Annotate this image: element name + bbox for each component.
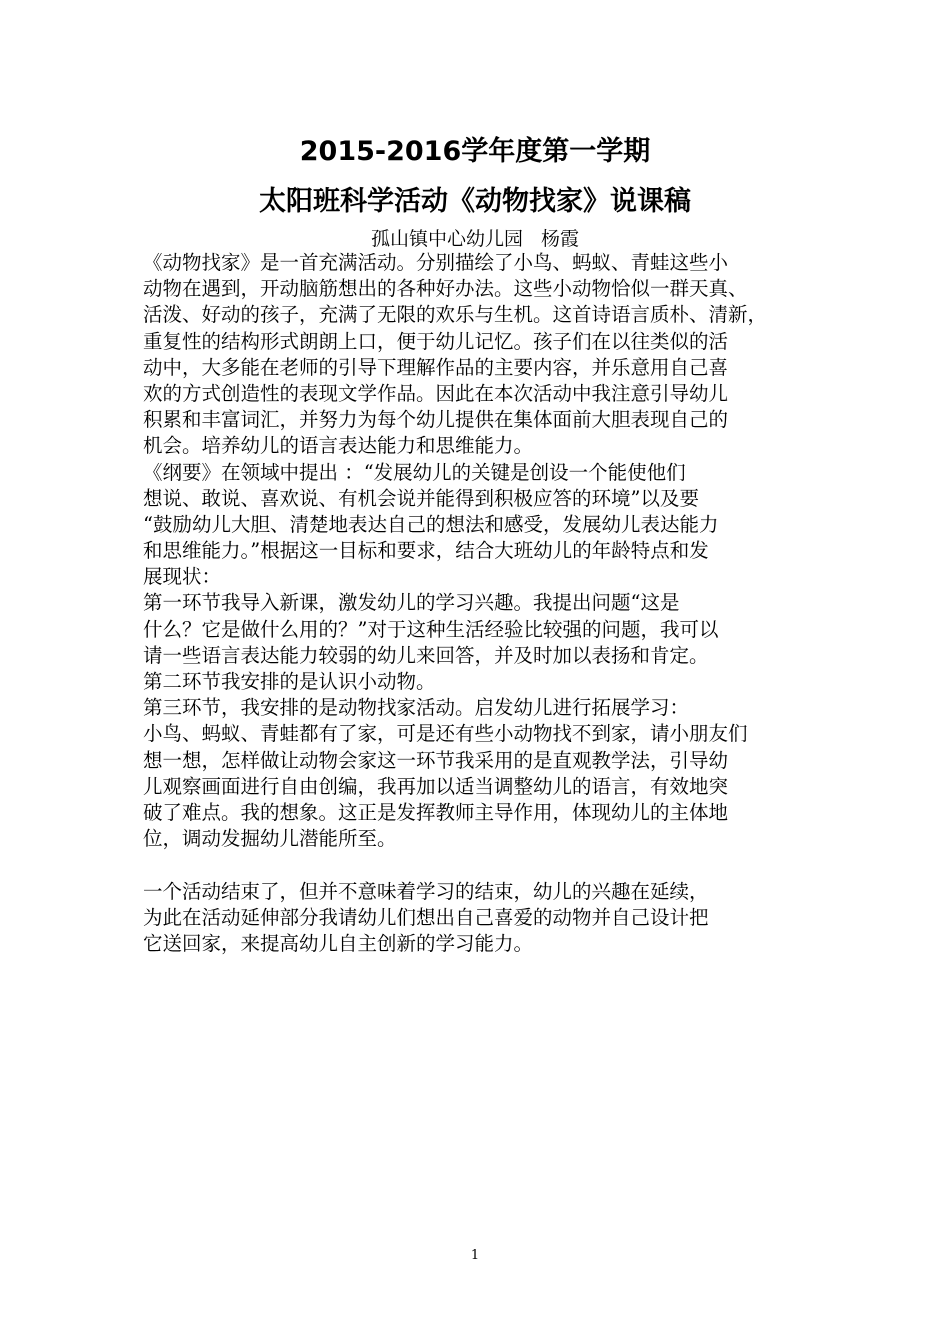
author-line: 孤山镇中心幼儿园 杨霞 bbox=[370, 228, 580, 250]
body-line: 请一些语言表达能力较弱的幼儿来回答，并及时加以表扬和肯定。 bbox=[143, 643, 709, 667]
body-line: 第三环节，我安排的是动物找家活动。启发幼儿进行拓展学习： bbox=[143, 696, 690, 720]
body-line: 动物在遇到，开动脑筋想出的各种好办法。这些小动物恰似一群天真、 bbox=[143, 277, 748, 301]
body-line: 想说、敢说、喜欢说、有机会说并能得到积极应答的环境”以及要 bbox=[143, 486, 699, 510]
body-line: 机会。培养幼儿的语言表达能力和思维能力。 bbox=[143, 434, 534, 458]
body-line: 动中，大多能在老师的引导下理解作品的主要内容，并乐意用自己喜 bbox=[143, 355, 729, 379]
body-line: 儿观察画面进行自由创编，我再加以适当调整幼儿的语言，有效地突 bbox=[143, 774, 729, 798]
title-line-1: 2015-2016学年度第一学期 bbox=[299, 136, 651, 167]
body-line: 《纲要》在领域中提出 ：“发展幼儿的关键是创设一个能使他们 bbox=[143, 460, 686, 484]
body-line: 位，调动发掘幼儿潜能所至。 bbox=[143, 827, 397, 851]
body-line: 积累和丰富词汇，并努力为每个幼儿提供在集体面前大胆表现自己的 bbox=[143, 408, 729, 432]
body-line: 和思维能力。”根据这一目标和要求，结合大班幼儿的年龄特点和发 bbox=[143, 539, 709, 563]
body-line: 什么？它是做什么用的？”对于这种生活经验比较强的问题，我可以 bbox=[143, 617, 719, 641]
body-line: 欢的方式创造性的表现文学作品。因此在本次活动中我注意引导幼儿 bbox=[143, 381, 729, 405]
page-number: 1 bbox=[470, 1248, 480, 1263]
body-line: 它送回家，来提高幼儿自主创新的学习能力。 bbox=[143, 931, 534, 955]
body-line: 想一想，怎样做让动物会家这一环节我采用的是直观教学法，引导幼 bbox=[143, 748, 729, 772]
body-line: 第一环节我导入新课，激发幼儿的学习兴趣。我提出问题“这是 bbox=[143, 591, 680, 615]
body-line: 小鸟、蚂蚁、青蛙都有了家，可是还有些小动物找不到家，请小朋友们 bbox=[143, 722, 748, 746]
body-line: 《动物找家》是一首充满活动。分别描绘了小鸟、蚂蚁、青蛙这些小 bbox=[143, 251, 729, 274]
body-line: 破了难点。我的想象。这正是发挥教师主导作用，体现幼儿的主体地 bbox=[143, 800, 729, 824]
body-line: 第二环节我安排的是认识小动物。 bbox=[143, 670, 436, 693]
body-line: 展现状： bbox=[143, 565, 222, 589]
body-line: 一个活动结束了，但并不意味着学习的结束，幼儿的兴趣在延续， bbox=[143, 879, 709, 903]
title-line-2: 太阳班科学活动《动物找家》说课稿 bbox=[259, 186, 691, 217]
body-line: “鼓励幼儿大胆、清楚地表达自己的想法和感受，发展幼儿表达能力 bbox=[143, 512, 719, 536]
body-line: 重复性的结构形式朗朗上口，便于幼儿记忆。孩子们在以往类似的活 bbox=[143, 329, 729, 353]
body-text bbox=[143, 250, 823, 957]
body-line: 活泼、好动的孩子，充满了无限的欢乐与生机。这首诗语言质朴、清新， bbox=[143, 303, 768, 327]
paragraph-gap bbox=[143, 852, 823, 878]
body-line: 为此在活动延伸部分我请幼儿们想出自己喜爱的动物并自己设计把 bbox=[143, 905, 709, 929]
